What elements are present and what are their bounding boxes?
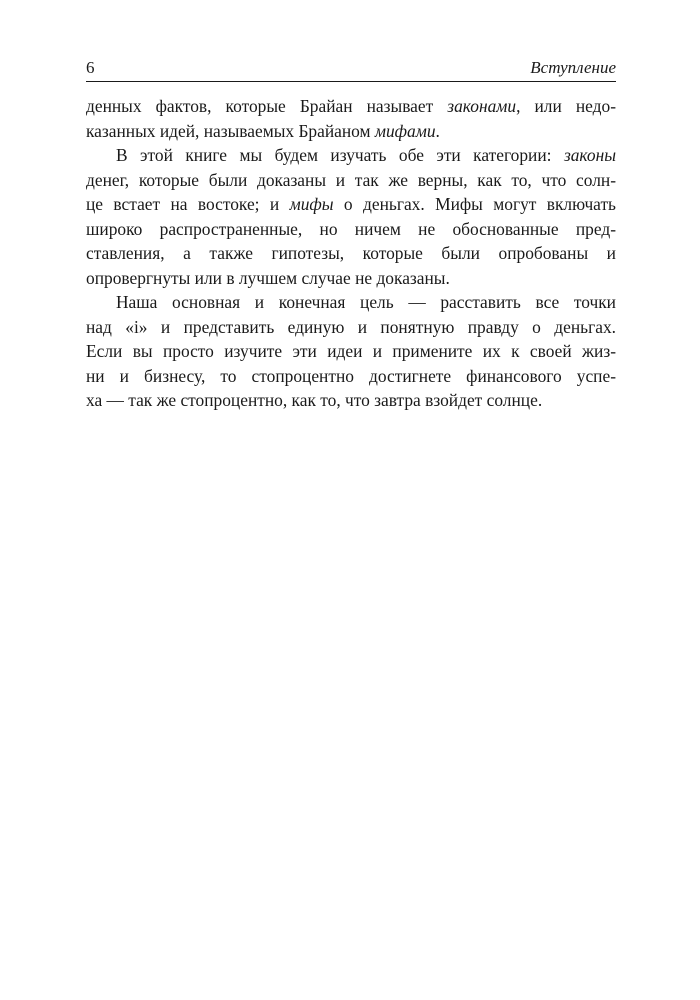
text-line — [86, 192, 616, 217]
text-line — [86, 290, 616, 315]
text-segment: денег, которые были доказаны и так же верны, как то, что солн- — [86, 169, 616, 190]
text-line — [86, 315, 616, 340]
emphasis-myths: мифами — [374, 120, 436, 141]
book-page — [86, 52, 616, 413]
text-line — [86, 388, 616, 413]
page-number: 6 — [86, 58, 95, 77]
text-segment: В этой книге мы будем изучать обе эти категории: — [116, 145, 564, 165]
text-segment: Если вы просто изучите эти идеи и примените их к своей жиз- — [86, 341, 616, 361]
text-segment: широко распространенные, но ничем не обоснованные пред- — [86, 218, 616, 239]
text-line — [86, 143, 616, 168]
text-segment: , или недо- — [516, 96, 616, 116]
emphasis-laws: законы — [563, 145, 616, 165]
text-line — [86, 94, 616, 119]
text-segment: ни и бизнесу, то стопроцентно достигнете финансового успе- — [86, 365, 616, 386]
text-segment: Наша основная и конечная цель — расставить все точки — [116, 292, 616, 312]
text-line — [86, 364, 616, 389]
text-line — [86, 217, 616, 242]
text-line — [86, 168, 616, 193]
text-segment: . — [435, 120, 440, 141]
text-segment: опровергнуты или в лучшем случае не доказаны. — [86, 267, 450, 288]
paragraph-2 — [86, 143, 616, 290]
text-line — [86, 266, 616, 291]
paragraph-3 — [86, 290, 616, 413]
header-rule — [86, 81, 616, 82]
text-segment: ха — так же стопроцентно, как то, что завтра взойдет солнце. — [86, 390, 543, 410]
emphasis-laws: законами — [447, 96, 517, 116]
text-segment: ставления, а также гипотезы, которые были опробованы и — [86, 243, 616, 263]
running-head — [86, 52, 616, 78]
emphasis-myths: мифы — [289, 194, 334, 214]
text-segment: це встает на востоке; и — [86, 194, 290, 214]
text-line — [86, 339, 616, 364]
text-segment: денных фактов, которые Брайан называет — [86, 96, 448, 116]
text-segment: казанных идей, называемых Брайаном — [86, 120, 375, 141]
text-segment: над «i» и представить единую и понятную правду о деньгах. — [86, 316, 616, 337]
body-text — [86, 94, 616, 413]
paragraph-1 — [86, 94, 616, 143]
text-line — [86, 119, 616, 144]
text-segment: о деньгах. Мифы могут включать — [333, 194, 616, 214]
text-line — [86, 241, 616, 266]
section-title: Вступление — [530, 58, 616, 77]
